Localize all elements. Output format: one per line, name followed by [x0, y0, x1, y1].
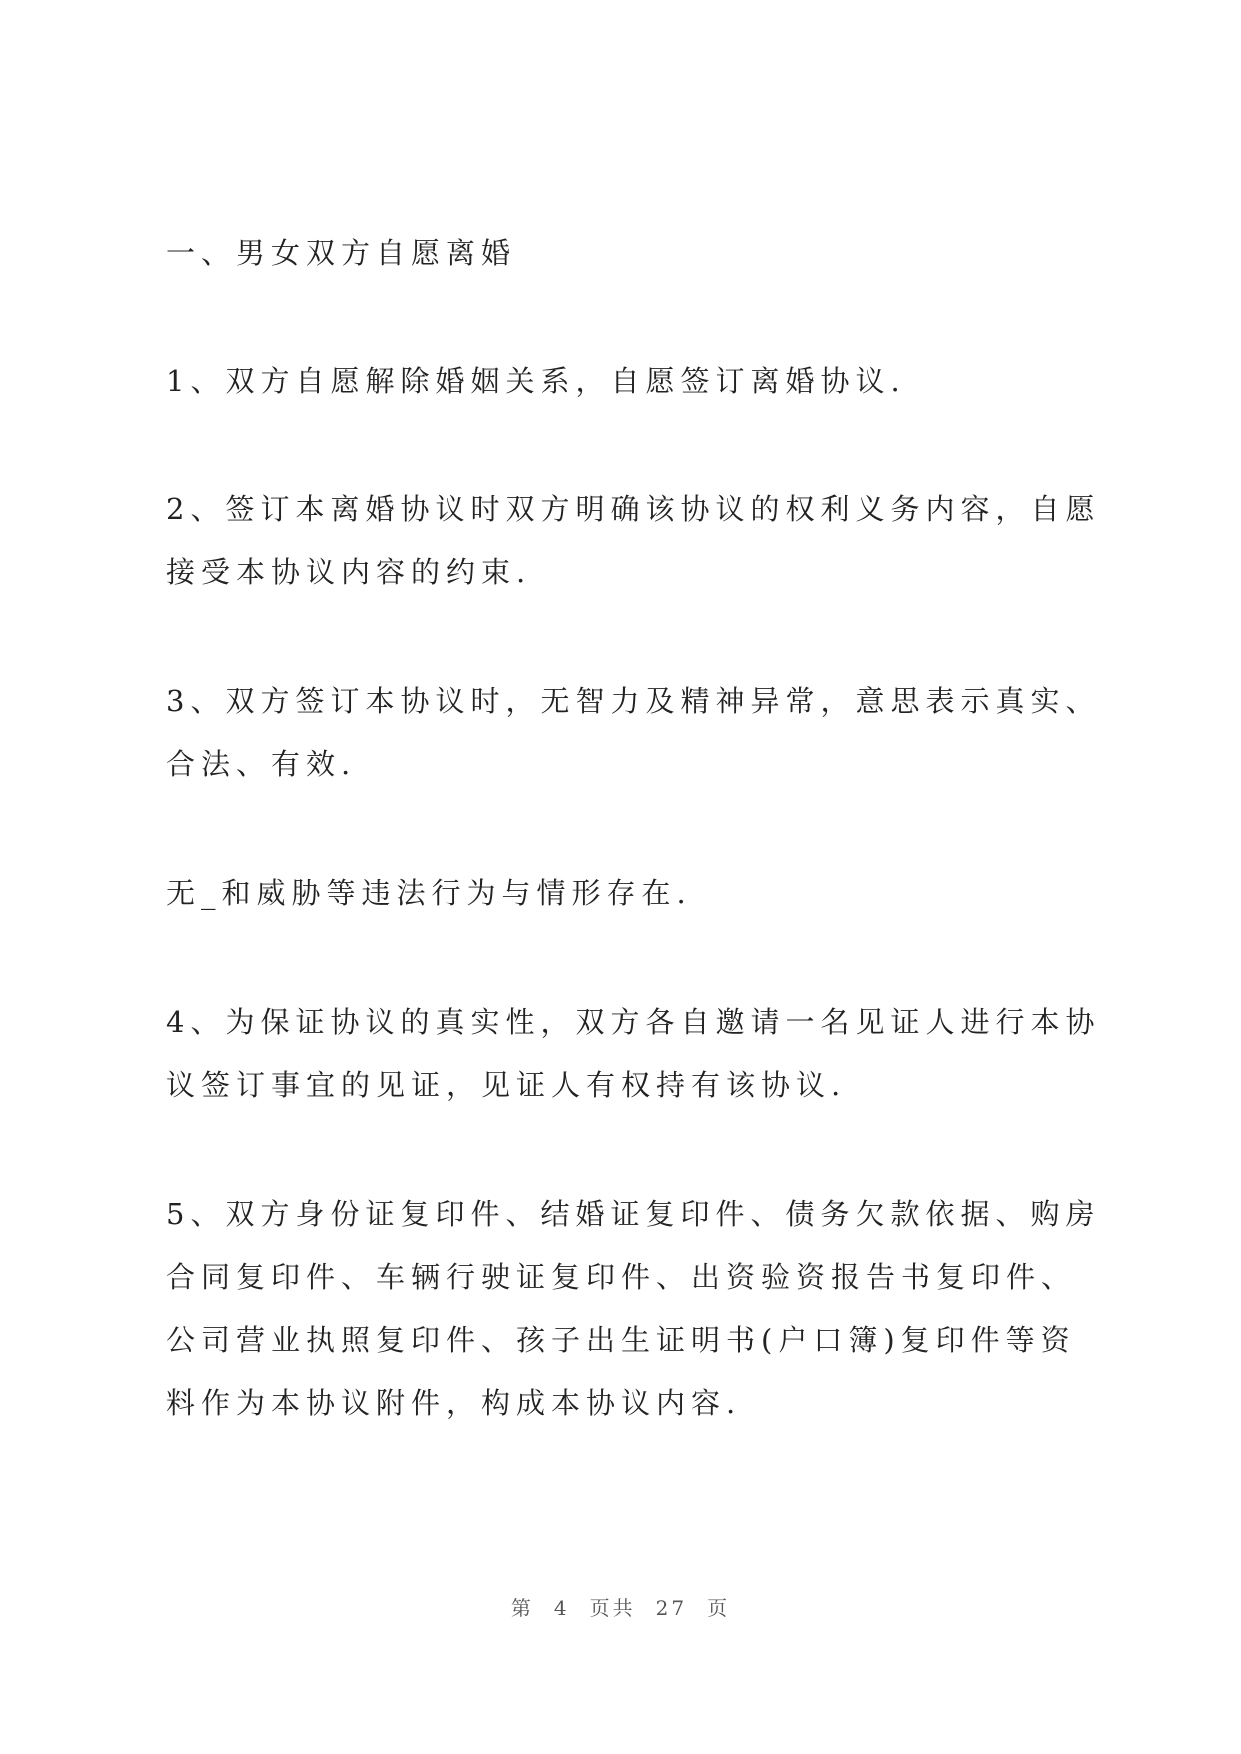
footer-page-current: 4: [553, 1596, 570, 1620]
clause-1: 1、双方自愿解除婚姻关系，自愿签订离婚协议.: [166, 364, 906, 398]
footer-page-total: 27: [655, 1596, 688, 1620]
footer-middle: 页共: [589, 1596, 636, 1620]
clause-2: 2、签订本离婚协议时双方明确该协议的权利义务内容，自愿接受本协议内容的约束.: [166, 492, 1101, 589]
page-footer: [0, 1592, 1241, 1621]
clause-5: 5、双方身份证复印件、结婚证复印件、债务欠款依据、购房合同复印件、车辆行驶证复印件、出资验资报告书复印件、公司营业执照复印件、孩子出生证明书(户口簿)复印件等资料作为本协议附件，构成本协议内容.: [166, 1197, 1101, 1420]
clause-note: 无_和威胁等违法行为与情形存在.: [166, 876, 692, 910]
section-heading: 一、男女双方自愿离婚: [166, 236, 517, 270]
footer-prefix: 第: [510, 1596, 534, 1620]
footer-suffix: 页: [707, 1596, 731, 1620]
clause-4: 4、为保证协议的真实性，双方各自邀请一名见证人进行本协议签订事宜的见证，见证人有权持有该协议.: [166, 1005, 1101, 1102]
clause-3: 3、双方签订本协议时，无智力及精神异常，意思表示真实、合法、有效.: [166, 684, 1101, 781]
